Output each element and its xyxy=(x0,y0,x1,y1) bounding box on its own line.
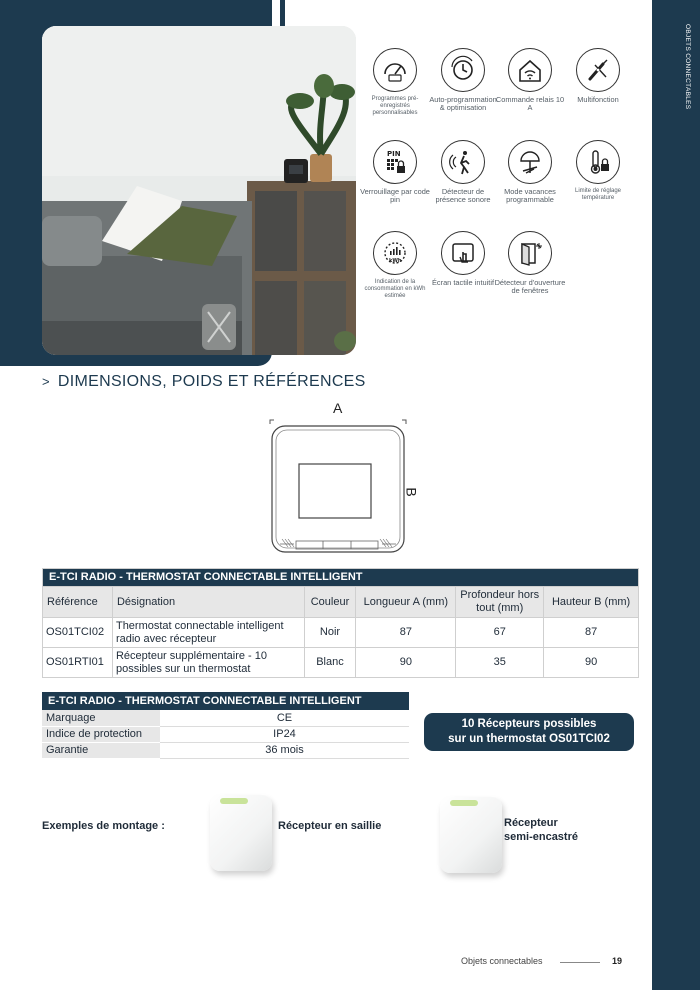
feature-vacation xyxy=(493,140,567,204)
kwh-meter-icon xyxy=(373,231,417,275)
feature-presence xyxy=(426,140,500,204)
svg-text:PIN: PIN xyxy=(387,150,401,158)
mounting-example-1-label: Récepteur en saillie xyxy=(278,820,382,832)
table-row xyxy=(42,742,409,758)
feature-temperature-limit xyxy=(561,140,635,202)
mounting-example-2-line1: Récepteur xyxy=(504,817,558,829)
cell-depth: 67 xyxy=(456,618,544,648)
feature-label: Mode vacances programmable xyxy=(504,187,556,204)
property-key: Indice de protection xyxy=(42,726,160,742)
dimension-label-b: B xyxy=(403,487,420,497)
programs-gauge-icon xyxy=(373,48,417,92)
feature-label: Programmes pré-enregistrés personnalisables xyxy=(371,96,419,116)
feature-kwh xyxy=(358,231,432,300)
table-row xyxy=(42,710,409,726)
property-value: IP24 xyxy=(160,726,409,742)
touch-screen-icon xyxy=(441,231,485,275)
receivers-badge-line1: 10 Récepteurs possibles xyxy=(461,718,597,730)
svg-text:kWh: kWh xyxy=(389,258,402,264)
properties-table xyxy=(42,692,409,759)
feature-label: Détecteur d'ouverture de fenêtres xyxy=(494,278,566,295)
dimension-label-a: A xyxy=(333,400,343,416)
semi-flush-receiver-image xyxy=(440,797,502,873)
spec-table-header xyxy=(43,587,639,618)
feature-label: Indication de la consommation en kWh estimée xyxy=(364,279,426,299)
property-key: Garantie xyxy=(42,742,160,758)
feature-multifunction xyxy=(561,48,635,104)
footer-section-name: Objets connectables xyxy=(461,956,543,966)
receivers-badge-line2: sur un thermostat OS01TCI02 xyxy=(448,733,610,745)
col-depth: Profondeur hors tout (mm) xyxy=(456,587,544,618)
feature-label: Écran tactile intuitif xyxy=(431,278,495,287)
table-row xyxy=(42,726,409,742)
window-open-detector-icon xyxy=(508,231,552,275)
cell-reference: OS01TCI02 xyxy=(43,618,113,648)
feature-touch-screen xyxy=(426,231,500,287)
table-row xyxy=(43,618,639,648)
section-arrow-icon: > xyxy=(42,374,50,389)
col-length: Longueur A (mm) xyxy=(356,587,456,618)
feature-relay xyxy=(493,48,567,112)
feature-label: Verrouillage par code pin xyxy=(360,187,430,204)
multifunction-knife-icon xyxy=(576,48,620,92)
footer-divider xyxy=(560,962,600,963)
feature-programs xyxy=(358,48,432,117)
feature-label: Auto-programmation & optimisation xyxy=(429,95,497,112)
col-color: Couleur xyxy=(304,587,356,618)
side-navy-band xyxy=(652,0,700,990)
feature-label: Détecteur de présence sonore xyxy=(435,187,491,204)
cell-designation: Récepteur supplémentaire - 10 possibles sur un thermostat xyxy=(112,648,304,678)
living-room-photo xyxy=(42,26,356,355)
feature-label: Multifonction xyxy=(577,95,619,104)
mounting-example-2-line2: semi-encastré xyxy=(504,831,578,843)
feature-auto-programming xyxy=(426,48,500,112)
page-number: 19 xyxy=(612,956,623,966)
auto-programming-clock-icon xyxy=(441,48,485,92)
properties-table-caption: E-TCI RADIO - THERMOSTAT CONNECTABLE INTELLIGENT xyxy=(42,692,409,710)
feature-window-detector xyxy=(493,231,567,295)
table-row xyxy=(43,648,639,678)
feature-label: Commande relais 10 A xyxy=(495,95,565,112)
col-reference: Référence xyxy=(43,587,113,618)
property-key: Marquage xyxy=(42,710,160,726)
presence-sound-icon xyxy=(441,140,485,184)
feature-pin-lock xyxy=(358,140,432,204)
mounting-examples-label: Exemples de montage : xyxy=(42,820,165,832)
feature-label: Limite de réglage température xyxy=(574,188,622,201)
property-value: 36 mois xyxy=(160,742,409,758)
cell-depth: 35 xyxy=(456,648,544,678)
cell-length: 87 xyxy=(356,618,456,648)
cell-designation: Thermostat connectable intelligent radio avec récepteur xyxy=(112,618,304,648)
relay-house-icon xyxy=(508,48,552,92)
surface-receiver-image xyxy=(210,795,272,871)
header-accent-bar xyxy=(280,0,285,26)
section-title xyxy=(42,373,366,391)
side-section-label: OBJETS CONNECTABLES xyxy=(684,24,691,110)
mounting-example-2-label xyxy=(504,816,578,844)
vacation-beach-icon xyxy=(508,140,552,184)
col-height: Hauteur B (mm) xyxy=(544,587,639,618)
col-designation: Désignation xyxy=(112,587,304,618)
cell-reference: OS01RTI01 xyxy=(43,648,113,678)
pin-keypad-lock-icon xyxy=(373,140,417,184)
spec-table xyxy=(42,568,639,678)
receivers-badge xyxy=(424,713,634,751)
cell-color: Noir xyxy=(304,618,356,648)
cell-length: 90 xyxy=(356,648,456,678)
property-value: CE xyxy=(160,710,409,726)
spec-table-caption: E-TCI RADIO - THERMOSTAT CONNECTABLE INTELLIGENT xyxy=(43,569,639,587)
section-title-text: DIMENSIONS, POIDS ET RÉFÉRENCES xyxy=(57,373,366,390)
temperature-lock-icon xyxy=(576,140,620,184)
thermostat-dimension-drawing xyxy=(268,418,408,558)
cell-color: Blanc xyxy=(304,648,356,678)
cell-height: 87 xyxy=(544,618,639,648)
cell-height: 90 xyxy=(544,648,639,678)
